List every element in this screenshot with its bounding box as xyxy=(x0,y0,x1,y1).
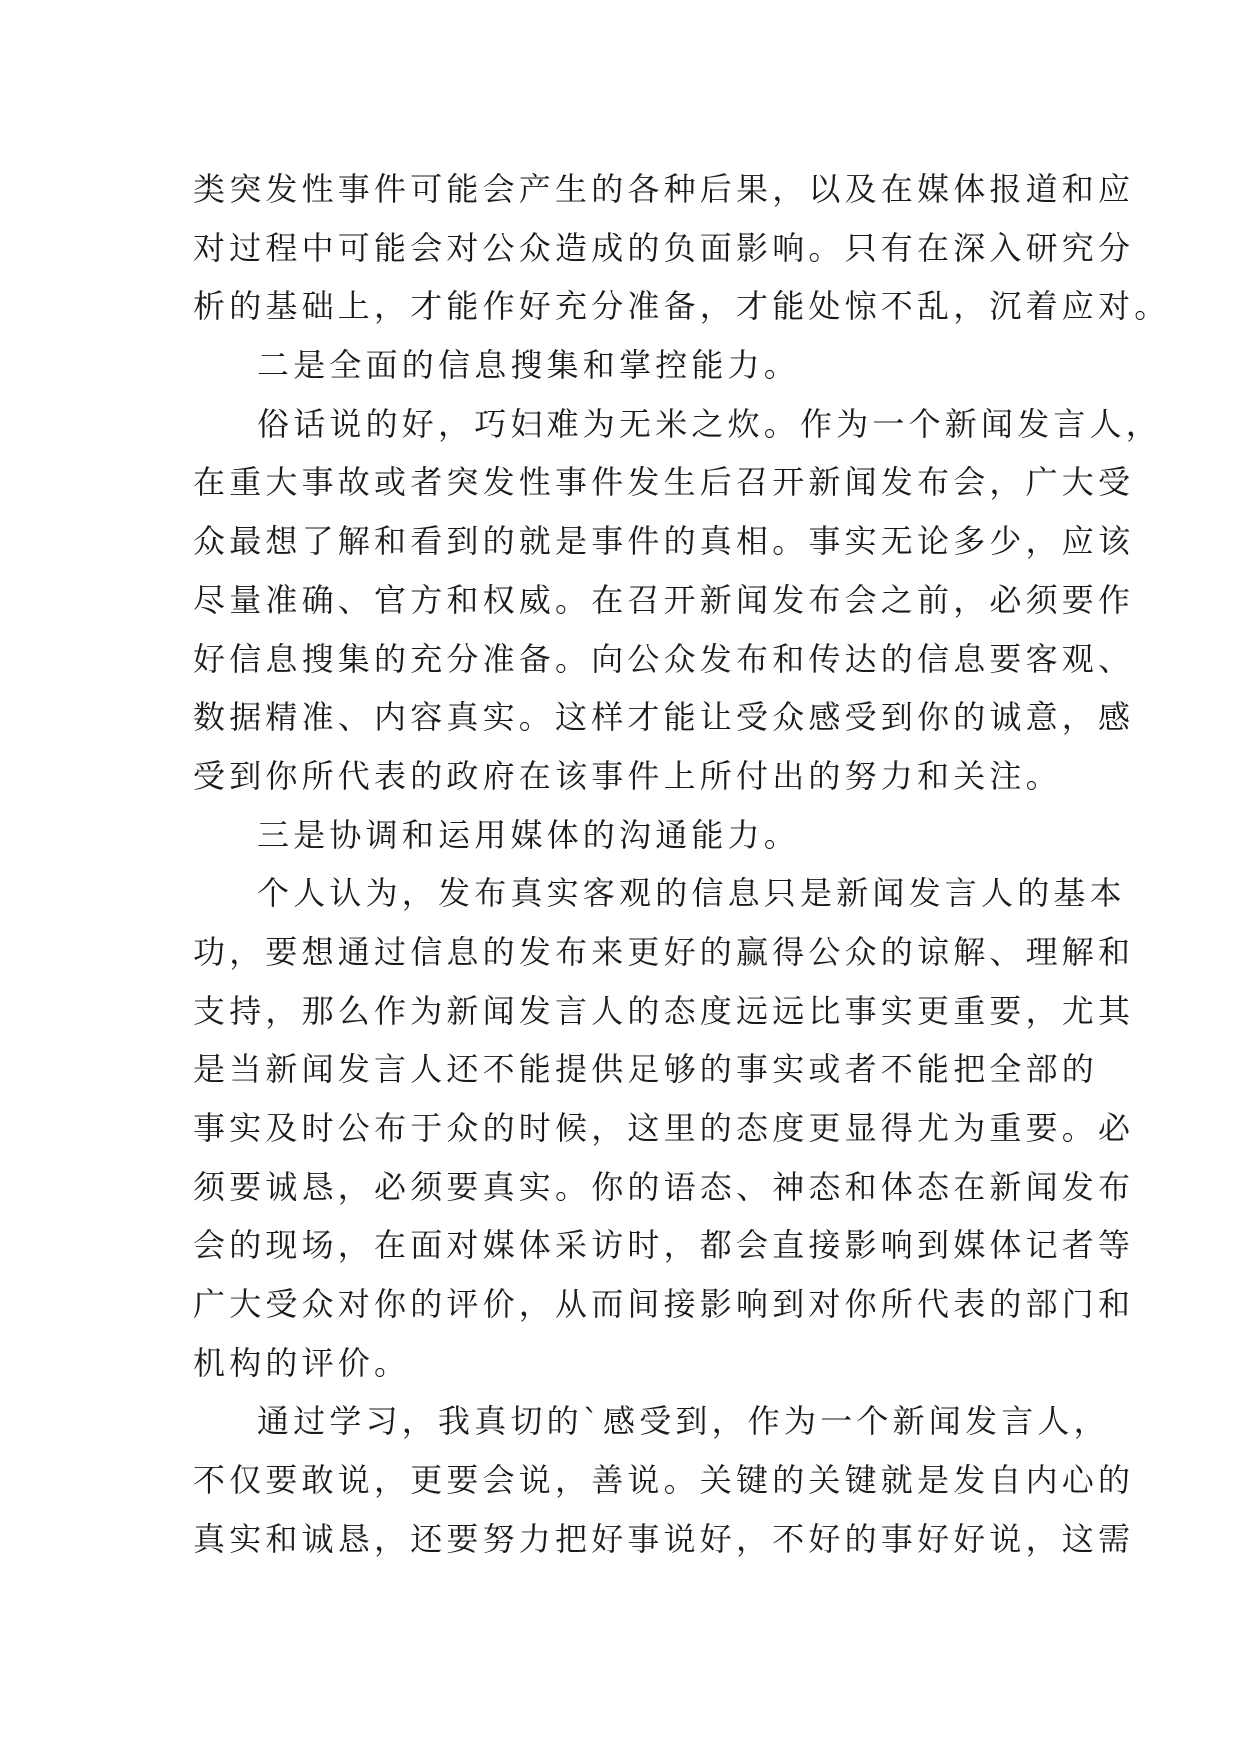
text-line: 析的基础上，才能作好充分准备，才能处惊不乱，沉着应对。 xyxy=(193,287,1171,326)
text-line: 类突发性事件可能会产生的各种后果，以及在媒体报道和应 xyxy=(193,170,1135,208)
text-line: 数据精准、内容真实。这样才能让受众感受到你的诚意，感 xyxy=(193,698,1135,737)
section-heading: 三是协调和运用媒体的沟通能力。 xyxy=(257,815,801,854)
text-line: 好信息搜集的充分准备。向公众发布和传达的信息要客观、 xyxy=(193,639,1135,678)
text-line: 功，要想通过信息的发布来更好的赢得公众的谅解、理解和 xyxy=(193,932,1135,971)
section-heading: 二是全面的信息搜集和掌控能力。 xyxy=(257,346,801,385)
text-line: 支持，那么作为新闻发言人的态度远远比事实更重要，尤其 xyxy=(193,991,1135,1030)
text-line: 会的现场，在面对媒体采访时，都会直接影响到媒体记者等 xyxy=(193,1226,1135,1265)
text-line: 众最想了解和看到的就是事件的真相。事实无论多少，应该 xyxy=(193,522,1135,561)
text-line: 须要诚恳，必须要真实。你的语态、神态和体态在新闻发布 xyxy=(193,1167,1135,1206)
text-line: 广大受众对你的评价，从而间接影响到对你所代表的部门和 xyxy=(193,1285,1135,1324)
paragraph-start-line: 通过学习，我真切的`感受到，作为一个新闻发言人， xyxy=(257,1402,1110,1441)
text-line: 在重大事故或者突发性事件发生后召开新闻发布会，广大受 xyxy=(193,463,1135,502)
body-text xyxy=(193,160,1171,1569)
text-line: 机构的评价。 xyxy=(193,1343,411,1382)
paragraph-start-line: 俗话说的好，巧妇难为无米之炊。作为一个新闻发言人， xyxy=(257,404,1163,443)
text-line: 对过程中可能会对公众造成的负面影响。只有在深入研究分 xyxy=(193,228,1135,267)
text-line: 真实和诚恳，还要努力把好事说好，不好的事好好说，这需 xyxy=(193,1519,1135,1558)
text-line: 受到你所代表的政府在该事件上所付出的努力和关注。 xyxy=(193,756,1062,795)
text-line: 事实及时公布于众的时候，这里的态度更显得尤为重要。必 xyxy=(193,1109,1135,1147)
text-line: 尽量准确、官方和权威。在召开新闻发布会之前，必须要作 xyxy=(193,580,1135,619)
text-line: 不仅要敢说，更要会说，善说。关键的关键就是发自内心的 xyxy=(193,1461,1135,1500)
paragraph-start-line: 个人认为，发布真实客观的信息只是新闻发言人的基本 xyxy=(257,874,1126,913)
text-line: 是当新闻发言人还不能提供足够的事实或者不能把全部的 xyxy=(193,1050,1099,1089)
